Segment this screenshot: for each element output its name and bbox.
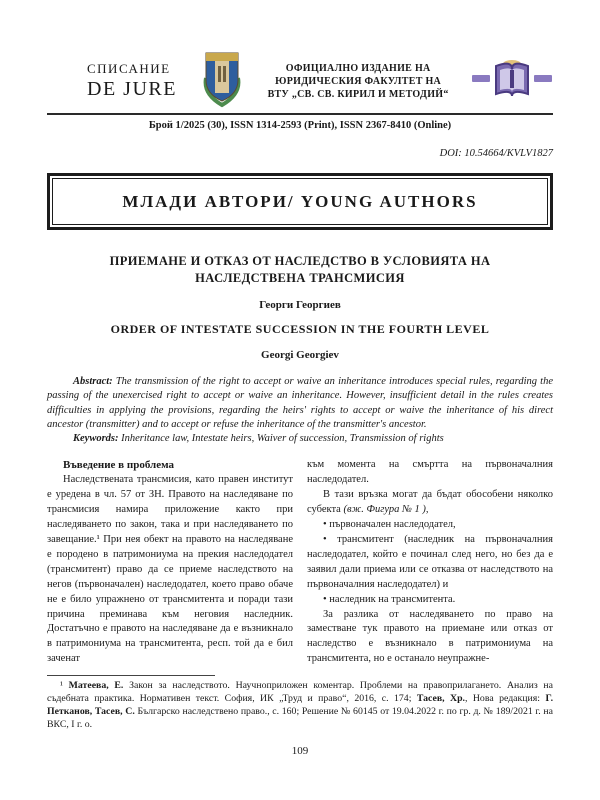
text-segment: Матеева, Е. xyxy=(68,680,124,692)
body-columns xyxy=(47,458,553,667)
article-title-bg: ПРИЕМАНЕ И ОТКАЗ ОТ НАСЛЕДСТВО В УСЛОВИЯТА НА НАСЛЕДСТВЕНА ТРАНСМИСИЯ xyxy=(109,254,491,285)
text-segment: Тасев, Хр. xyxy=(416,693,465,705)
footnote xyxy=(47,679,553,731)
footnote-separator xyxy=(47,675,215,676)
body-paragraph: към момента на смъртта на първоначалния наследодател. xyxy=(307,459,553,486)
article-title-en: ORDER OF INTESTATE SUCCESSION IN THE FOURTH LEVEL xyxy=(110,322,490,336)
abstract-block xyxy=(47,375,553,446)
subject-bullet-list xyxy=(307,518,553,607)
journal-name-line2: DE JURE xyxy=(87,78,177,100)
body-paragraph xyxy=(307,488,553,518)
publisher-line: ЮРИДИЧЕСКИЯ ФАКУЛТЕТ НА xyxy=(275,75,442,87)
text-segment: (вж. Фигура № 1 ), xyxy=(343,504,429,516)
keywords-text: Inheritance law, Intestate heirs, Waiver of succession, Transmission of rights xyxy=(118,433,444,445)
masthead-divider xyxy=(47,113,553,115)
text-segment: В тази връзка могат да бъдат обособени няколко субекта xyxy=(307,489,553,516)
text-segment: ¹ xyxy=(60,680,69,692)
issue-issn-line: Брой 1/2025 (30), ISSN 1314-2593 (Print), ISSN 2367-8410 (Online) xyxy=(148,120,452,131)
article-author-en: Georgi Georgiev xyxy=(261,349,339,361)
text-segment: Закон за наследството. Научноприложен коментар. Проблеми на правоприлагането. Анализ на съдебната практика. Нормативен текст. София, ИК „Труд и право“, 2016, с. 174; xyxy=(47,680,553,705)
right-column xyxy=(307,458,553,667)
journal-name-line1: СПИСАНИЕ xyxy=(87,61,171,76)
keywords-label: Keywords: xyxy=(73,433,119,445)
bullet-item: • наследник на трансмитента. xyxy=(323,593,456,605)
university-crest-icon xyxy=(201,50,243,113)
masthead xyxy=(47,52,553,110)
doi: DOI: 10.54664/KVLV1827 xyxy=(439,148,553,159)
journal-name xyxy=(47,61,177,101)
publisher-line: ОФИЦИАЛНО ИЗДАНИЕ НА xyxy=(285,62,431,74)
publisher-statement xyxy=(268,62,449,101)
abstract-label: Abstract: xyxy=(73,376,113,387)
page-number: 109 xyxy=(291,745,309,758)
body-paragraph: За разлика от наследяването по право на заместване тук правото на приемане или отказ от наследство е възникнало в патримониума на трансмитента, но е останало неупражне- xyxy=(307,608,553,665)
body-paragraph: Наследствената трансмисия, като правен институт е уредена в чл. 57 от ЗН. Правото на наследяване по трансмисия намира приложение както при наследяването по закон, така и при наследяването по завещание.¹ При нея обект на правото на наследяване е породено в патримониума на прекия наследодател (трансмитент) право да се приеме наследството на негов (първоначален) наследодател, което право обаче не е било упражнено от трансмитента и поради тази причина преминава към неговия наследник. Достатъчно е правото на наследяване да е възникнало в патримониума на трансмитента, респ. той да е бил заченат xyxy=(47,474,293,665)
faculty-emblem-icon xyxy=(471,56,553,107)
left-column xyxy=(47,458,293,667)
article-author-bg: Георги Георгиев xyxy=(259,299,341,311)
section-banner-frame xyxy=(47,173,553,230)
abstract-text: The transmission of the right to accept or waive an inheritance introduces special rules, regarding the passing of the unexercised right to accept or waive an inheritance. However, insufficient detail in the rules creates difficulties in applying the provisions, regarding the heirs' rights to accept or waive the inheritance of his direct ancestor (transmitter) and to accept or refuse the inheritance of the transmitter's ancestor. xyxy=(47,376,553,430)
section-banner-title: МЛАДИ АВТОРИ/ YOUNG AUTHORS xyxy=(52,178,548,225)
section-heading: Въведение в проблема xyxy=(63,459,175,472)
text-segment: Г. Петканов, Тасев, С. xyxy=(47,693,554,718)
bullet-item: • първоначален наследодател, xyxy=(323,519,456,531)
bullet-item: • трансмитент (наследник на първоначалния наследодател, който е починал след него, но без да е заявил дали приема или се отказва от наследството на първоначалния наследодател) и xyxy=(307,534,553,590)
text-segment: , Нова редакция: xyxy=(464,693,546,705)
keywords-paragraph xyxy=(47,432,553,446)
abstract-paragraph xyxy=(47,375,553,432)
text-segment: Българско наследствено право., с. 160; Решение № 60145 от 19.04.2022 г. по гр. д. № 189/2021 г. на ВКС, I г. о. xyxy=(47,706,553,731)
publisher-line: ВТУ „СВ. СВ. КИРИЛ И МЕТОДИЙ“ xyxy=(267,88,449,100)
